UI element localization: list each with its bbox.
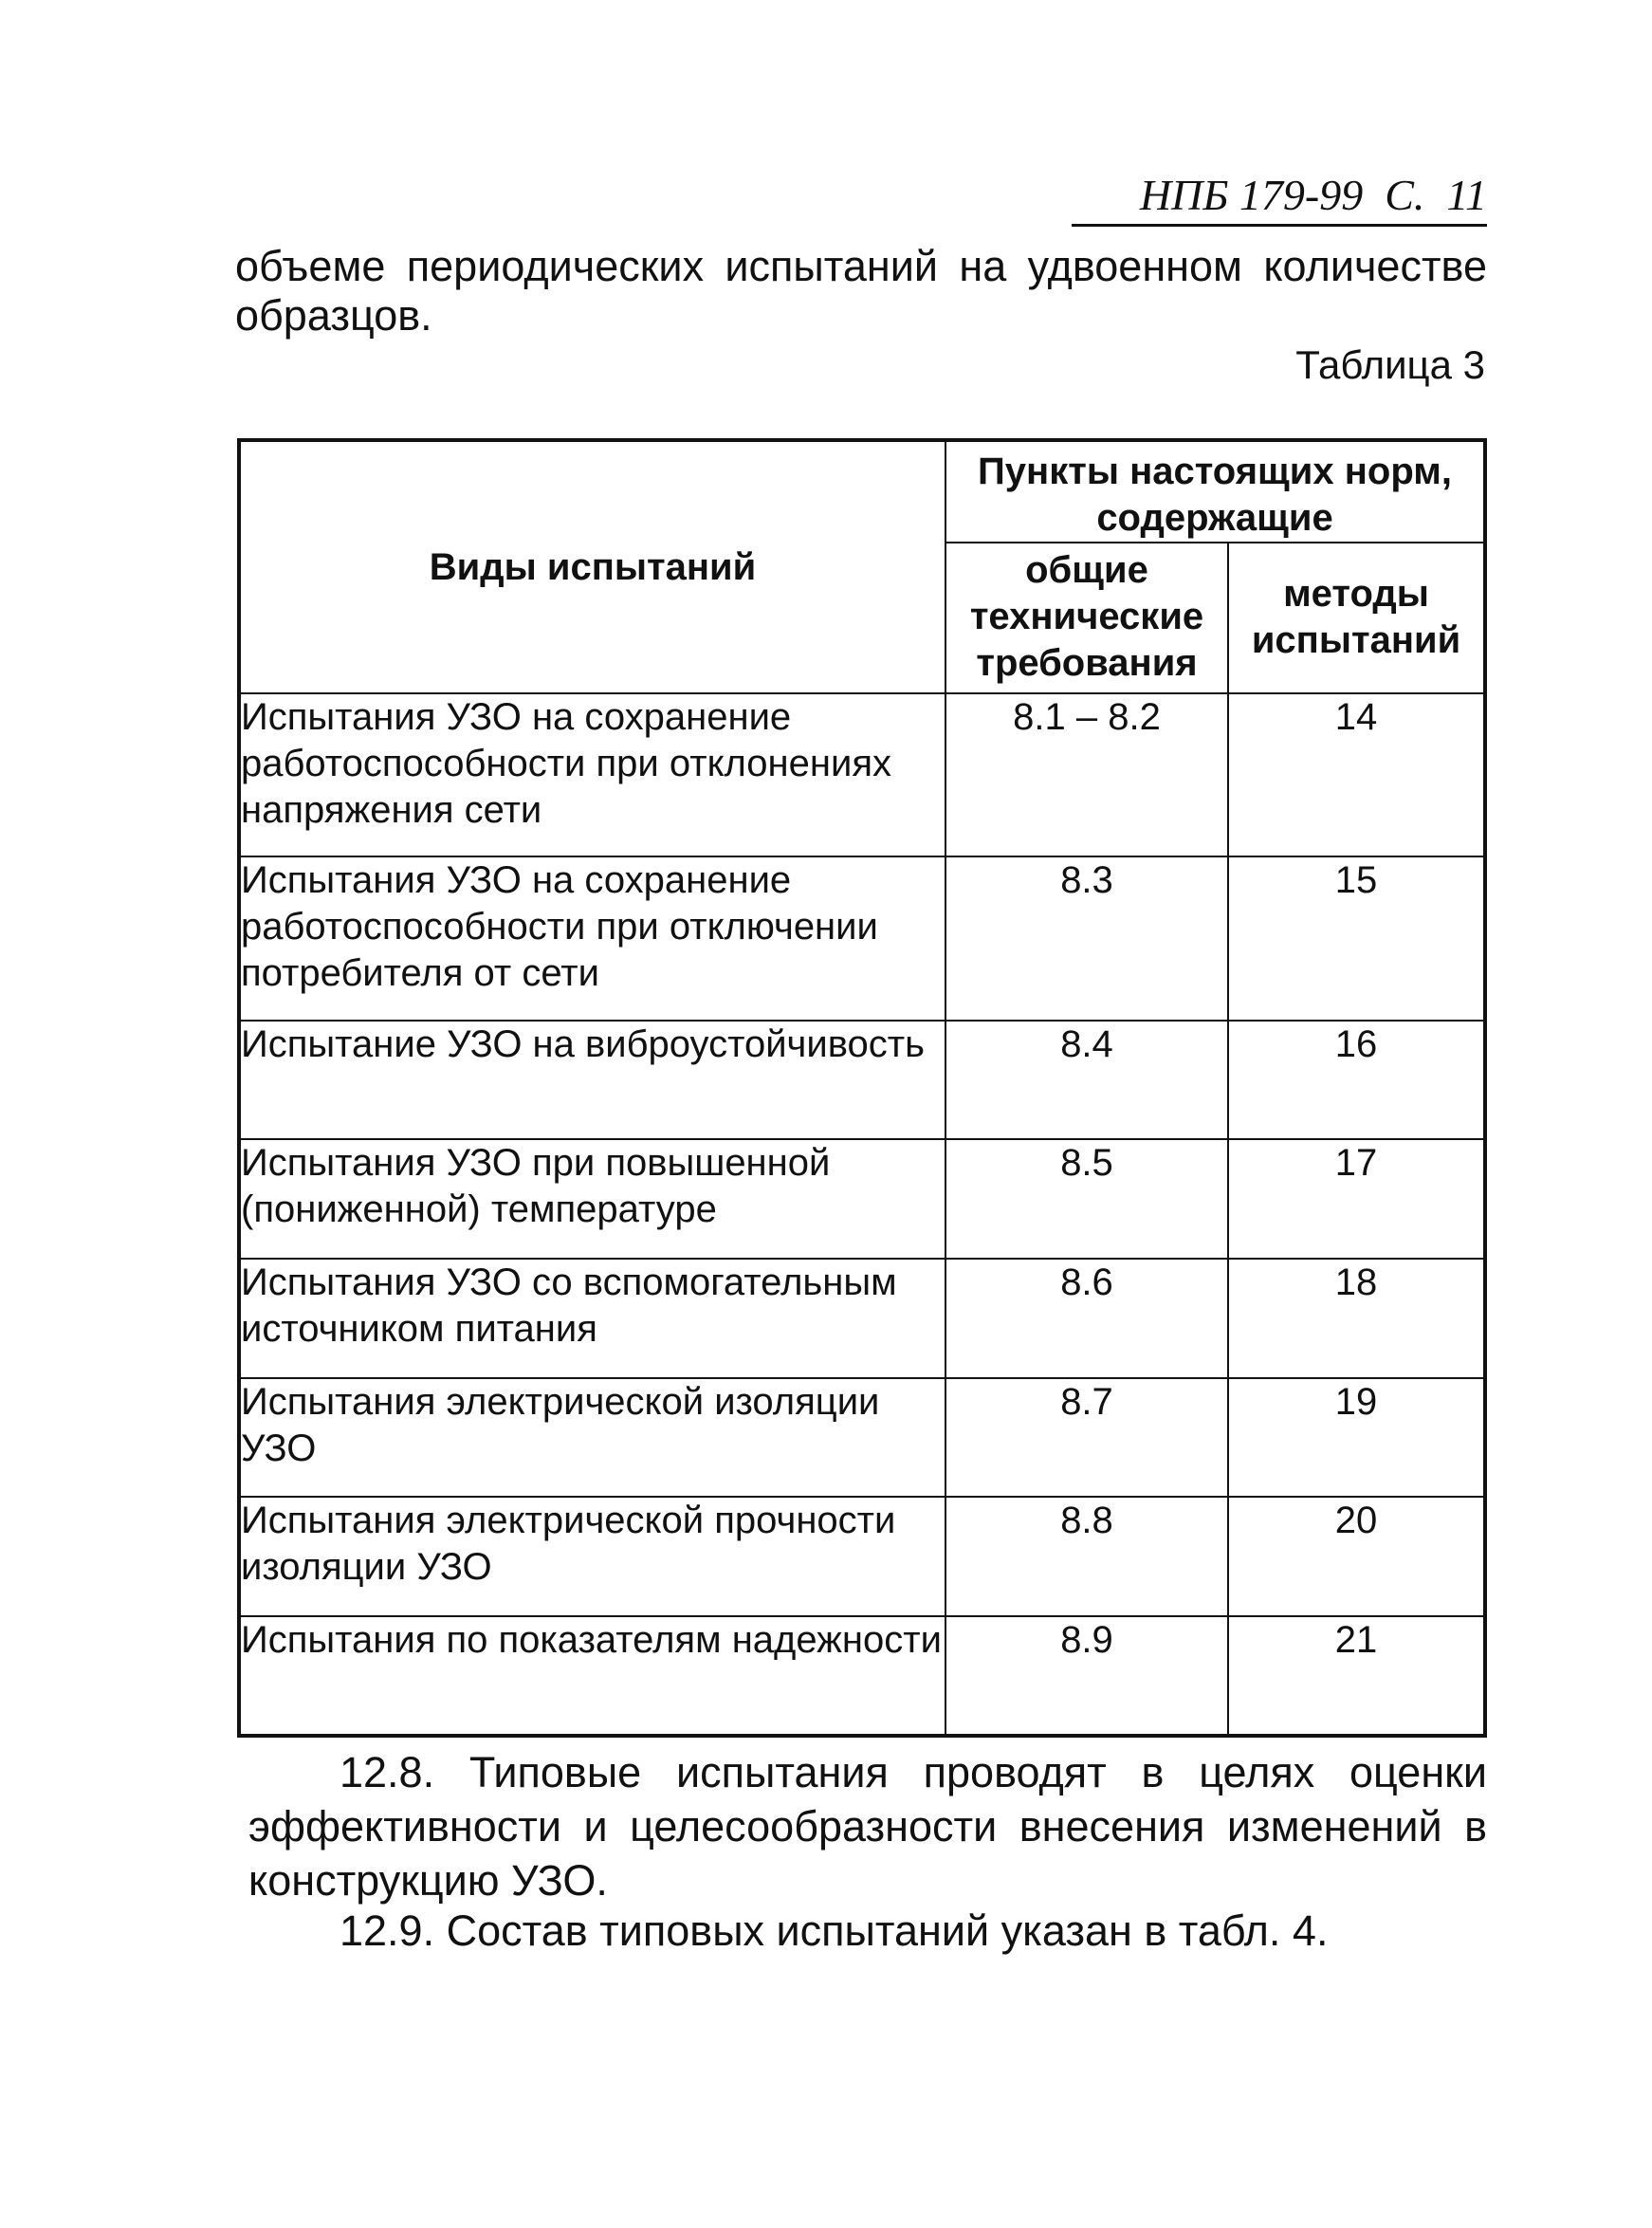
cell-test-type: Испытания УЗО со вспомогательным источником питания (239, 1259, 945, 1378)
cell-requirements: 8.5 (945, 1139, 1228, 1259)
cell-method: 14 (1228, 693, 1485, 856)
tests-table (237, 438, 1487, 1738)
page-header (1072, 169, 1487, 227)
cell-method: 16 (1228, 1021, 1485, 1139)
header-norm-items: Пункты настоящих норм, содержащие (945, 440, 1485, 543)
cell-method: 21 (1228, 1616, 1485, 1736)
table-row (239, 1616, 1485, 1736)
header-test-methods: методы испытаний (1228, 543, 1485, 693)
cell-test-type: Испытания УЗО на сохранение работоспособности при отклонениях напряжения сети (239, 693, 945, 856)
cell-requirements: 8.8 (945, 1497, 1228, 1616)
cell-method: 20 (1228, 1497, 1485, 1616)
cell-requirements: 8.6 (945, 1259, 1228, 1378)
table-caption: Таблица 3 (1295, 342, 1485, 387)
paragraph-12-8: 12.8. Типовые испытания проводят в целях оценки эффективности и целесообразности внесения изменений в конструкцию УЗО. (248, 1748, 1487, 1905)
cell-test-type: Испытание УЗО на виброустойчивость (239, 1021, 945, 1139)
header-test-types: Виды испытаний (239, 440, 945, 693)
document-code: НПБ 179-99 (1139, 171, 1364, 219)
table-row (239, 1259, 1485, 1378)
table-row (239, 1139, 1485, 1259)
table-row (239, 693, 1485, 856)
paragraph-12-9: 12.9. Состав типовых испытаний указан в табл. 4. (340, 1906, 1329, 1955)
page-number: С. 11 (1385, 171, 1487, 219)
cell-test-type: Испытания по показателям надежности (239, 1616, 945, 1736)
cell-requirements: 8.3 (945, 856, 1228, 1021)
table-row (239, 1378, 1485, 1497)
table-row (239, 856, 1485, 1021)
cell-method: 19 (1228, 1378, 1485, 1497)
intro-text: объеме периодических испытаний на удвоенном количестве образцов. (235, 242, 1487, 340)
header-general-requirements: общие технические требования (945, 543, 1228, 693)
cell-method: 17 (1228, 1139, 1485, 1259)
table-row (239, 1497, 1485, 1616)
cell-test-type: Испытания электрической изоляции УЗО (239, 1378, 945, 1497)
cell-requirements: 8.4 (945, 1021, 1228, 1139)
cell-method: 18 (1228, 1259, 1485, 1378)
cell-requirements: 8.1 – 8.2 (945, 693, 1228, 856)
table-row (239, 1021, 1485, 1139)
cell-test-type: Испытания УЗО на сохранение работоспособности при отключении потребителя от сети (239, 856, 945, 1021)
cell-requirements: 8.7 (945, 1378, 1228, 1497)
cell-method: 15 (1228, 856, 1485, 1021)
cell-requirements: 8.9 (945, 1616, 1228, 1736)
cell-test-type: Испытания электрической прочности изоляции УЗО (239, 1497, 945, 1616)
cell-test-type: Испытания УЗО при повышенной (пониженной) температуре (239, 1139, 945, 1259)
